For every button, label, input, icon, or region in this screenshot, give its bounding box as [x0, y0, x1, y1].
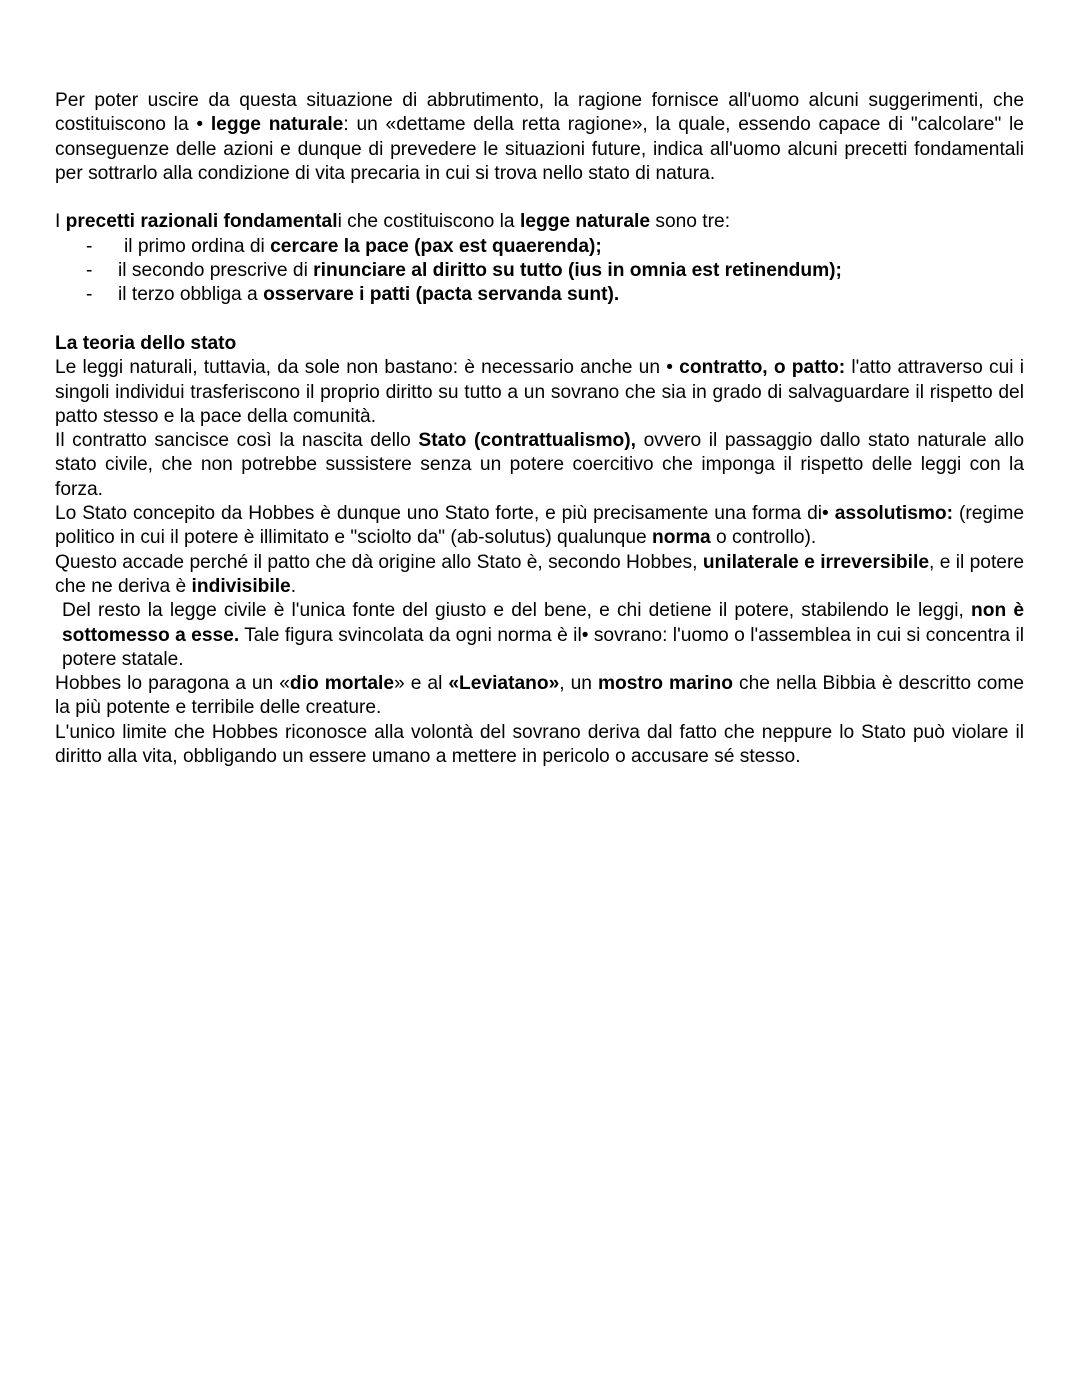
- paragraph-contratto: Le leggi naturali, tuttavia, da sole non bastano: è necessario anche un • contratto, o patto: l'atto attraverso cui i singoli individui trasferiscono il proprio diritto su tutto a un sovrano che sia in grado di salvaguardare il rispetto del patto stesso e la pace della comunità.: [55, 357, 1025, 427]
- paragraph-patto: Questo accade perché il patto che dà origine allo Stato è, secondo Hobbes, unilaterale e irreversibile, e il potere che ne deriva è indivisibile.: [55, 551, 1025, 597]
- intro-paragraph: Per poter uscire da questa situazione di abbrutimento, la ragione fornisce all'uomo alcuni suggerimenti, che costituiscono la • legge naturale: un «dettame della retta ragione», la quale, essendo capace di "calcolare" le conseguenze delle azioni e dunque di prevedere le situazioni future, indica all'uomo alcuni precetti fondamentali per sottrarlo alla condizione di vita precaria in cui si trova nello stato di natura.: [55, 90, 1024, 184]
- section-title: La teoria dello stato: [55, 332, 237, 354]
- paragraph-gap: [55, 186, 1024, 210]
- paragraph-legge-civile: Del resto la legge civile è l'unica fonte del giusto e del bene, e chi detiene il potere, stabilendo le leggi, non è sottomesso a esse. Tale figura svincolata da ogni norma è il• sovrano: l'uomo o l'assemblea in cui si concentra il potere statale.: [62, 600, 1024, 670]
- document-page: [55, 89, 1024, 769]
- list-item: - il secondo prescrive di rinunciare al diritto su tutto (ius in omnia est retinendum);: [55, 259, 1024, 283]
- term-legge-naturale: legge naturale: [210, 114, 344, 136]
- list-item: - il terzo obbliga a osservare i patti (pacta servanda sunt).: [55, 283, 1024, 307]
- paragraph-limite: L'unico limite che Hobbes riconosce alla volontà del sovrano deriva dal fatto che neppure lo Stato può violare il diritto alla vita, obbligando un essere umano a mettere in pericolo o accusare sé stesso.: [55, 721, 1024, 768]
- precepts-intro: I precetti razionali fondamentali che costituiscono la legge naturale sono tre:: [55, 211, 731, 233]
- precepts-list: [55, 235, 1024, 308]
- paragraph-gap: [55, 308, 1024, 332]
- paragraph-assolutismo: Lo Stato concepito da Hobbes è dunque uno Stato forte, e più precisamente una forma di• assolutismo: (regime politico in cui il potere è illimitato e "sciolto da" (ab-solutus) qualunque norma o controllo).: [55, 503, 1024, 549]
- list-item: - il primo ordina di cercare la pace (pax est quaerenda);: [55, 235, 1024, 259]
- paragraph-leviatano: Hobbes lo paragona a un «dio mortale» e al «Leviatano», un mostro marino che nella Bibbia è descritto come la più potente e terribile delle creature.: [55, 673, 1024, 719]
- paragraph-stato: Il contratto sancisce così la nascita dello Stato (contrattualismo), ovvero il passaggio dallo stato naturale allo stato civile, che non potrebbe sussistere senza un potere coercitivo che imponga il rispetto delle leggi con la forza.: [55, 430, 1024, 500]
